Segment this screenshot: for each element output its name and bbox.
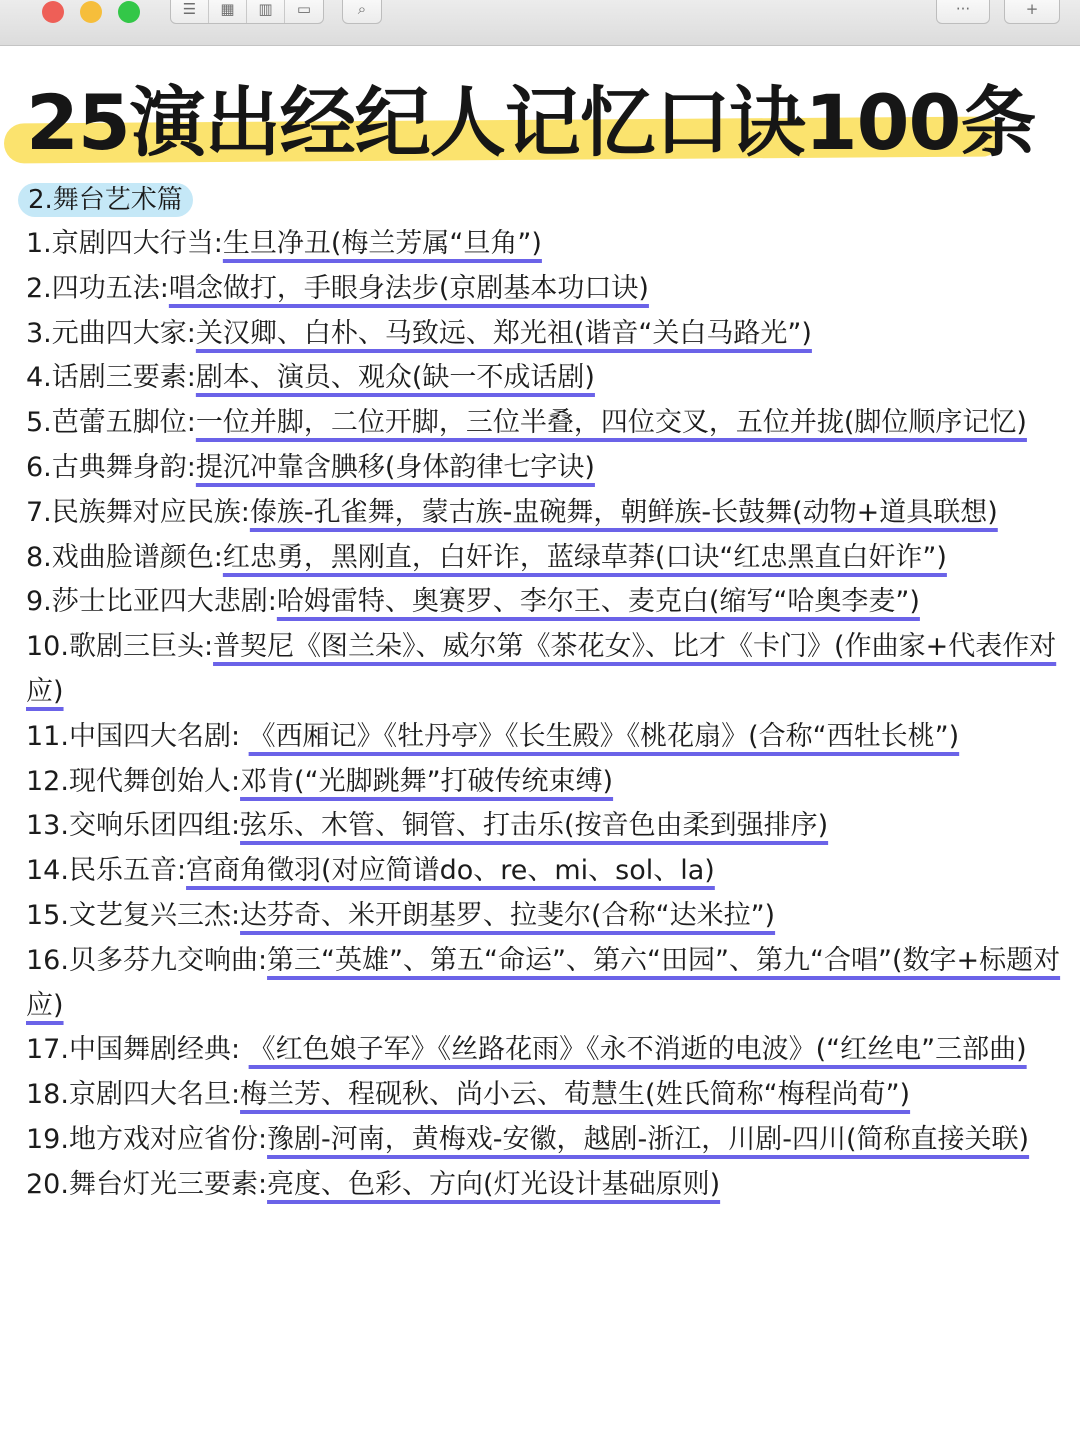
item-key: 2.四功五法:: [26, 272, 169, 304]
item-key: 11.中国四大名剧:: [26, 720, 249, 752]
item-key: 12.现代舞创始人:: [26, 765, 241, 797]
list-item: [26, 939, 1080, 1029]
item-key: 19.地方戏对应省份:: [26, 1123, 268, 1155]
page-title: 25演出经纪人记忆口诀100条: [26, 78, 1036, 167]
plus-icon: +: [1025, 0, 1039, 18]
title-area: [0, 78, 1080, 168]
list-item: [26, 804, 1080, 849]
view-mode-group: [170, 0, 324, 24]
item-value: 梅兰芳、程砚秋、尚小云、荀慧生(姓氏简称“梅程尚荀”): [240, 1079, 911, 1111]
item-key: 7.民族舞对应民族:: [26, 496, 250, 528]
item-value: 红忠勇，黑刚直，白奸诈，蓝绿草莽(口诀“红忠黑直白奸诈”): [222, 541, 947, 573]
minimize-window-button[interactable]: [80, 1, 102, 23]
list-item: [26, 267, 1080, 312]
item-value: 第三“英雄”、第五“命运”、第六“田园”、第九“合唱”(数字+标题对应): [26, 944, 1061, 1021]
item-key: 20.舞台灯光三要素:: [26, 1168, 268, 1200]
add-button[interactable]: [1004, 0, 1060, 24]
item-key: 4.话剧三要素:: [26, 362, 196, 394]
item-value: 弦乐、木管、铜管、打击乐(按音色由柔到强排序): [240, 810, 829, 842]
item-value: 傣族-孔雀舞，蒙古族-盅碗舞，朝鲜族-长鼓舞(动物+道具联想): [249, 496, 998, 528]
item-value: 剧本、演员、观众(缺一不成话剧): [195, 362, 595, 394]
list-item: [26, 536, 1080, 581]
list-item: [26, 894, 1080, 939]
item-key: 16.贝多芬九交响曲:: [26, 944, 268, 976]
map-view-icon[interactable]: ▥: [247, 0, 285, 23]
list-item: [26, 401, 1080, 446]
grid-view-icon[interactable]: ▦: [209, 0, 247, 23]
item-key: 5.芭蕾五脚位:: [26, 407, 196, 439]
item-value: 《红色娘子军》《丝路花雨》《永不消逝的电波》(“红丝电”三部曲): [248, 1034, 1027, 1066]
item-key: 1.京剧四大行当:: [26, 228, 223, 259]
item-value: 生旦净丑(梅兰芳属“旦角”): [222, 228, 542, 259]
item-value: 邓肯(“光脚跳舞”打破传统束缚): [240, 765, 614, 797]
list-item: [26, 580, 1080, 625]
item-value: 宫商角徵羽(对应简谱do、re、mi、sol、la): [186, 855, 715, 887]
list-item: [26, 760, 1080, 805]
item-value: 豫剧-河南，黄梅戏-安徽，越剧-浙江，川剧-四川(简称直接关联): [267, 1123, 1030, 1155]
list-item: [26, 1163, 1080, 1208]
item-value: 达芬奇、米开朗基罗、拉斐尔(合称“达米拉”): [240, 899, 776, 931]
list-view-icon[interactable]: ☰: [171, 0, 209, 23]
mnemonic-list: [26, 222, 1080, 1208]
more-button[interactable]: [936, 0, 990, 24]
section-label: 2.舞台艺术篇: [18, 183, 193, 217]
window-toolbar: [0, 0, 1080, 46]
list-item: [26, 625, 1080, 715]
item-key: 9.莎士比亚四大悲剧:: [26, 586, 277, 618]
close-window-button[interactable]: [42, 1, 64, 23]
list-item: [26, 446, 1080, 491]
item-value: 亮度、色彩、方向(灯光设计基础原则): [267, 1168, 721, 1200]
list-item: [26, 715, 1080, 760]
item-value: 唱念做打，手眼身法步(京剧基本功口诀): [168, 272, 649, 304]
item-key: 14.民乐五音:: [26, 855, 187, 887]
item-value: 提沉冲靠含腆移(身体韵律七字诀): [195, 451, 595, 483]
item-key: 13.交响乐团四组:: [26, 810, 241, 842]
item-value: 《西厢记》《牡丹亭》《长生殿》《桃花扇》(合称“西牡长桃”): [248, 720, 960, 752]
item-value: 哈姆雷特、奥赛罗、李尔王、麦克白(缩写“哈奥李麦”): [276, 586, 920, 618]
list-item: [26, 1028, 1080, 1073]
list-item: [26, 312, 1080, 357]
item-key: 8.戏曲脸谱颜色:: [26, 541, 223, 573]
item-key: 18.京剧四大名旦:: [26, 1079, 241, 1111]
list-item: [26, 849, 1080, 894]
list-item: [26, 1073, 1080, 1118]
item-value: 关汉卿、白朴、马致远、郑光祖(谐音“关白马路光”): [195, 317, 812, 349]
list-item: [26, 356, 1080, 401]
list-item: [26, 491, 1080, 536]
search-button[interactable]: [342, 0, 382, 24]
zoom-window-button[interactable]: [118, 1, 140, 23]
item-key: 10.歌剧三巨头:: [26, 631, 214, 663]
item-key: 6.古典舞身韵:: [26, 451, 196, 483]
more-icon: ···: [955, 0, 971, 18]
item-value: 一位并脚，二位开脚，三位半叠，四位交叉，五位并拢(脚位顺序记忆): [195, 407, 1027, 439]
item-key: 15.文艺复兴三杰:: [26, 899, 241, 931]
item-value: 普契尼《图兰朵》、威尔第《茶花女》、比才《卡门》(作曲家+代表作对应): [26, 631, 1057, 707]
sidebar-toggle-icon[interactable]: ▭: [296, 0, 312, 18]
search-icon: ⌕: [357, 0, 367, 18]
list-item: [26, 1118, 1080, 1163]
list-item: [26, 222, 1080, 267]
item-key: 17.中国舞剧经典:: [26, 1034, 249, 1066]
item-key: 3.元曲四大家:: [26, 317, 196, 349]
